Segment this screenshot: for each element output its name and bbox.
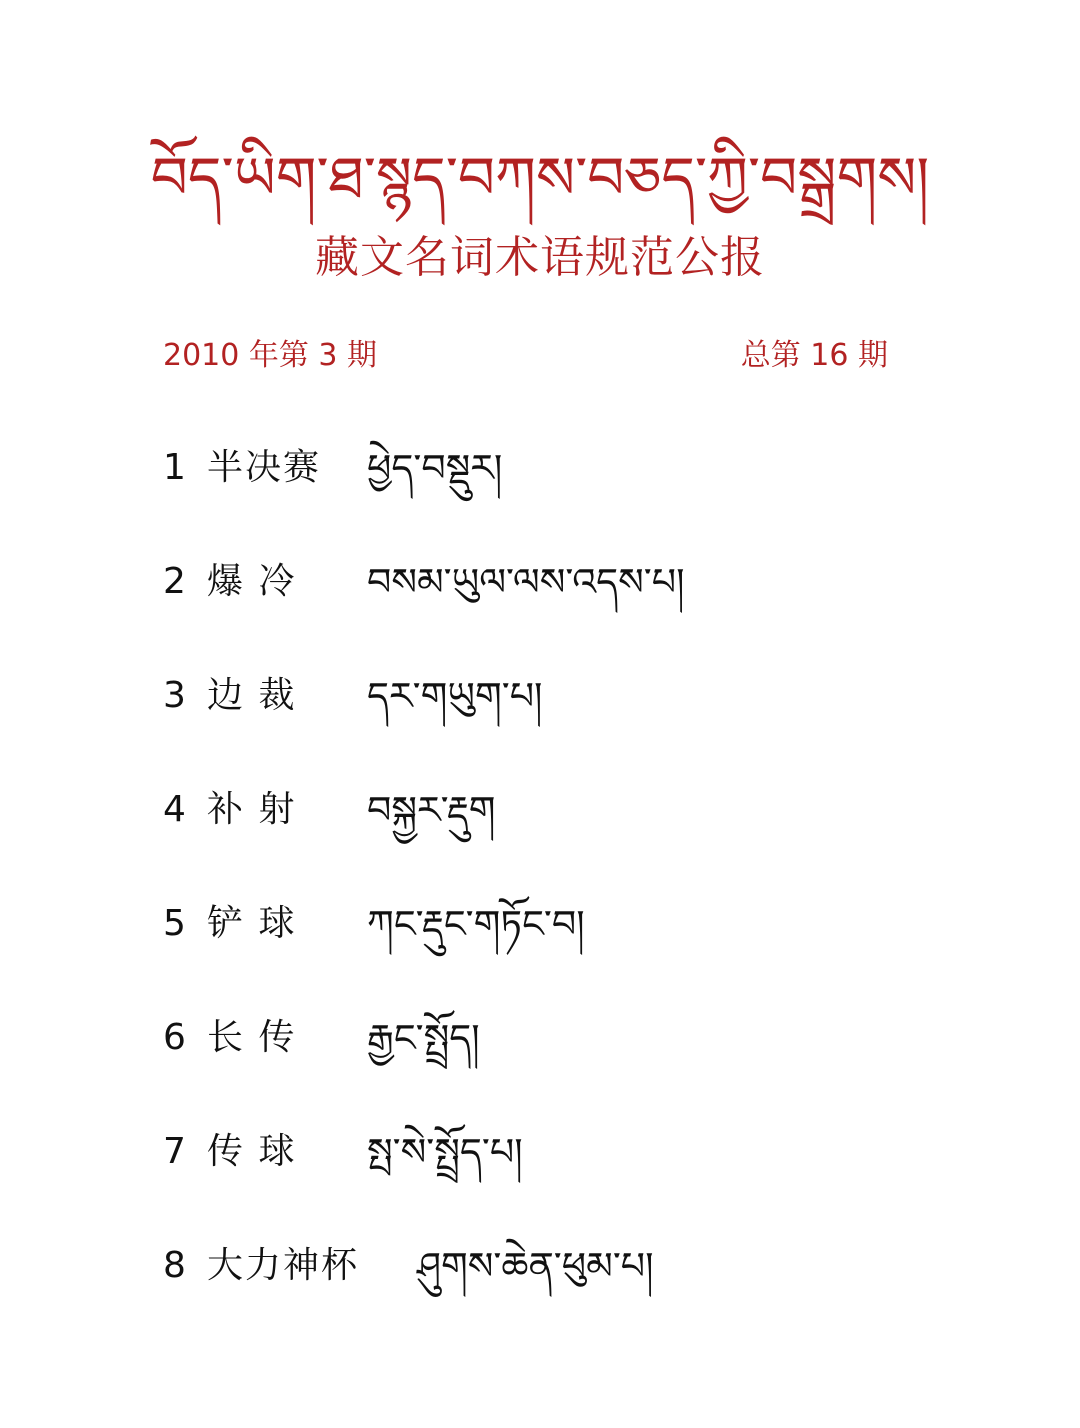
term-row-3 — [163, 666, 543, 726]
term-tibetan: ཤུགས་ཆེན་ཕུམ་པ། — [417, 1244, 654, 1288]
term-chinese: 补 射 — [207, 789, 297, 830]
term-row-4 — [163, 780, 496, 840]
term-chinese: 铲 球 — [207, 903, 297, 944]
term-row-2 — [163, 552, 685, 612]
term-tibetan: བསམ་ཡུལ་ལས་འདས་པ། — [367, 560, 685, 604]
term-row-1 — [163, 438, 502, 498]
title-chinese: 藏文名词术语规范公报 — [315, 232, 765, 283]
term-chinese: 长 传 — [207, 1017, 297, 1058]
term-tibetan: རྒྱང་སྤྲོད། — [367, 1016, 480, 1060]
term-number: 8 — [163, 1245, 186, 1286]
term-row-5 — [163, 894, 585, 954]
term-row-8 — [163, 1236, 654, 1296]
term-tibetan: བསྐྱར་རྡུག — [367, 788, 496, 832]
term-chinese: 边 裁 — [207, 675, 297, 716]
term-row-7 — [163, 1122, 523, 1182]
term-chinese: 爆 冷 — [207, 561, 297, 602]
term-chinese: 大力神杯 — [207, 1245, 360, 1286]
term-chinese: 半决赛 — [207, 447, 322, 488]
term-tibetan: ཕྱེད་བསྡུར། — [367, 446, 503, 490]
term-number: 2 — [163, 561, 186, 602]
term-number: 3 — [163, 675, 186, 716]
title-tibetan: བོད་ཡིག་ཐ་སྙད་བཀས་བཅད་ཀྱི་བསྒྲགས། — [150, 144, 930, 212]
issue-number: 2010 年第 3 期 — [163, 338, 378, 373]
term-number: 4 — [163, 789, 186, 830]
total-issue-number: 总第 16 期 — [740, 338, 888, 373]
term-tibetan: སྤ་སེ་སྤྲོད་པ། — [367, 1130, 523, 1174]
term-tibetan: ཀང་རྡུང་གཏོང་བ། — [367, 902, 585, 946]
term-tibetan: དར་གཡུག་པ། — [367, 674, 543, 718]
term-row-6 — [163, 1008, 480, 1068]
term-number: 6 — [163, 1017, 186, 1058]
term-number: 1 — [163, 447, 186, 488]
term-chinese: 传 球 — [207, 1131, 297, 1172]
term-number: 7 — [163, 1131, 186, 1172]
term-number: 5 — [163, 903, 186, 944]
